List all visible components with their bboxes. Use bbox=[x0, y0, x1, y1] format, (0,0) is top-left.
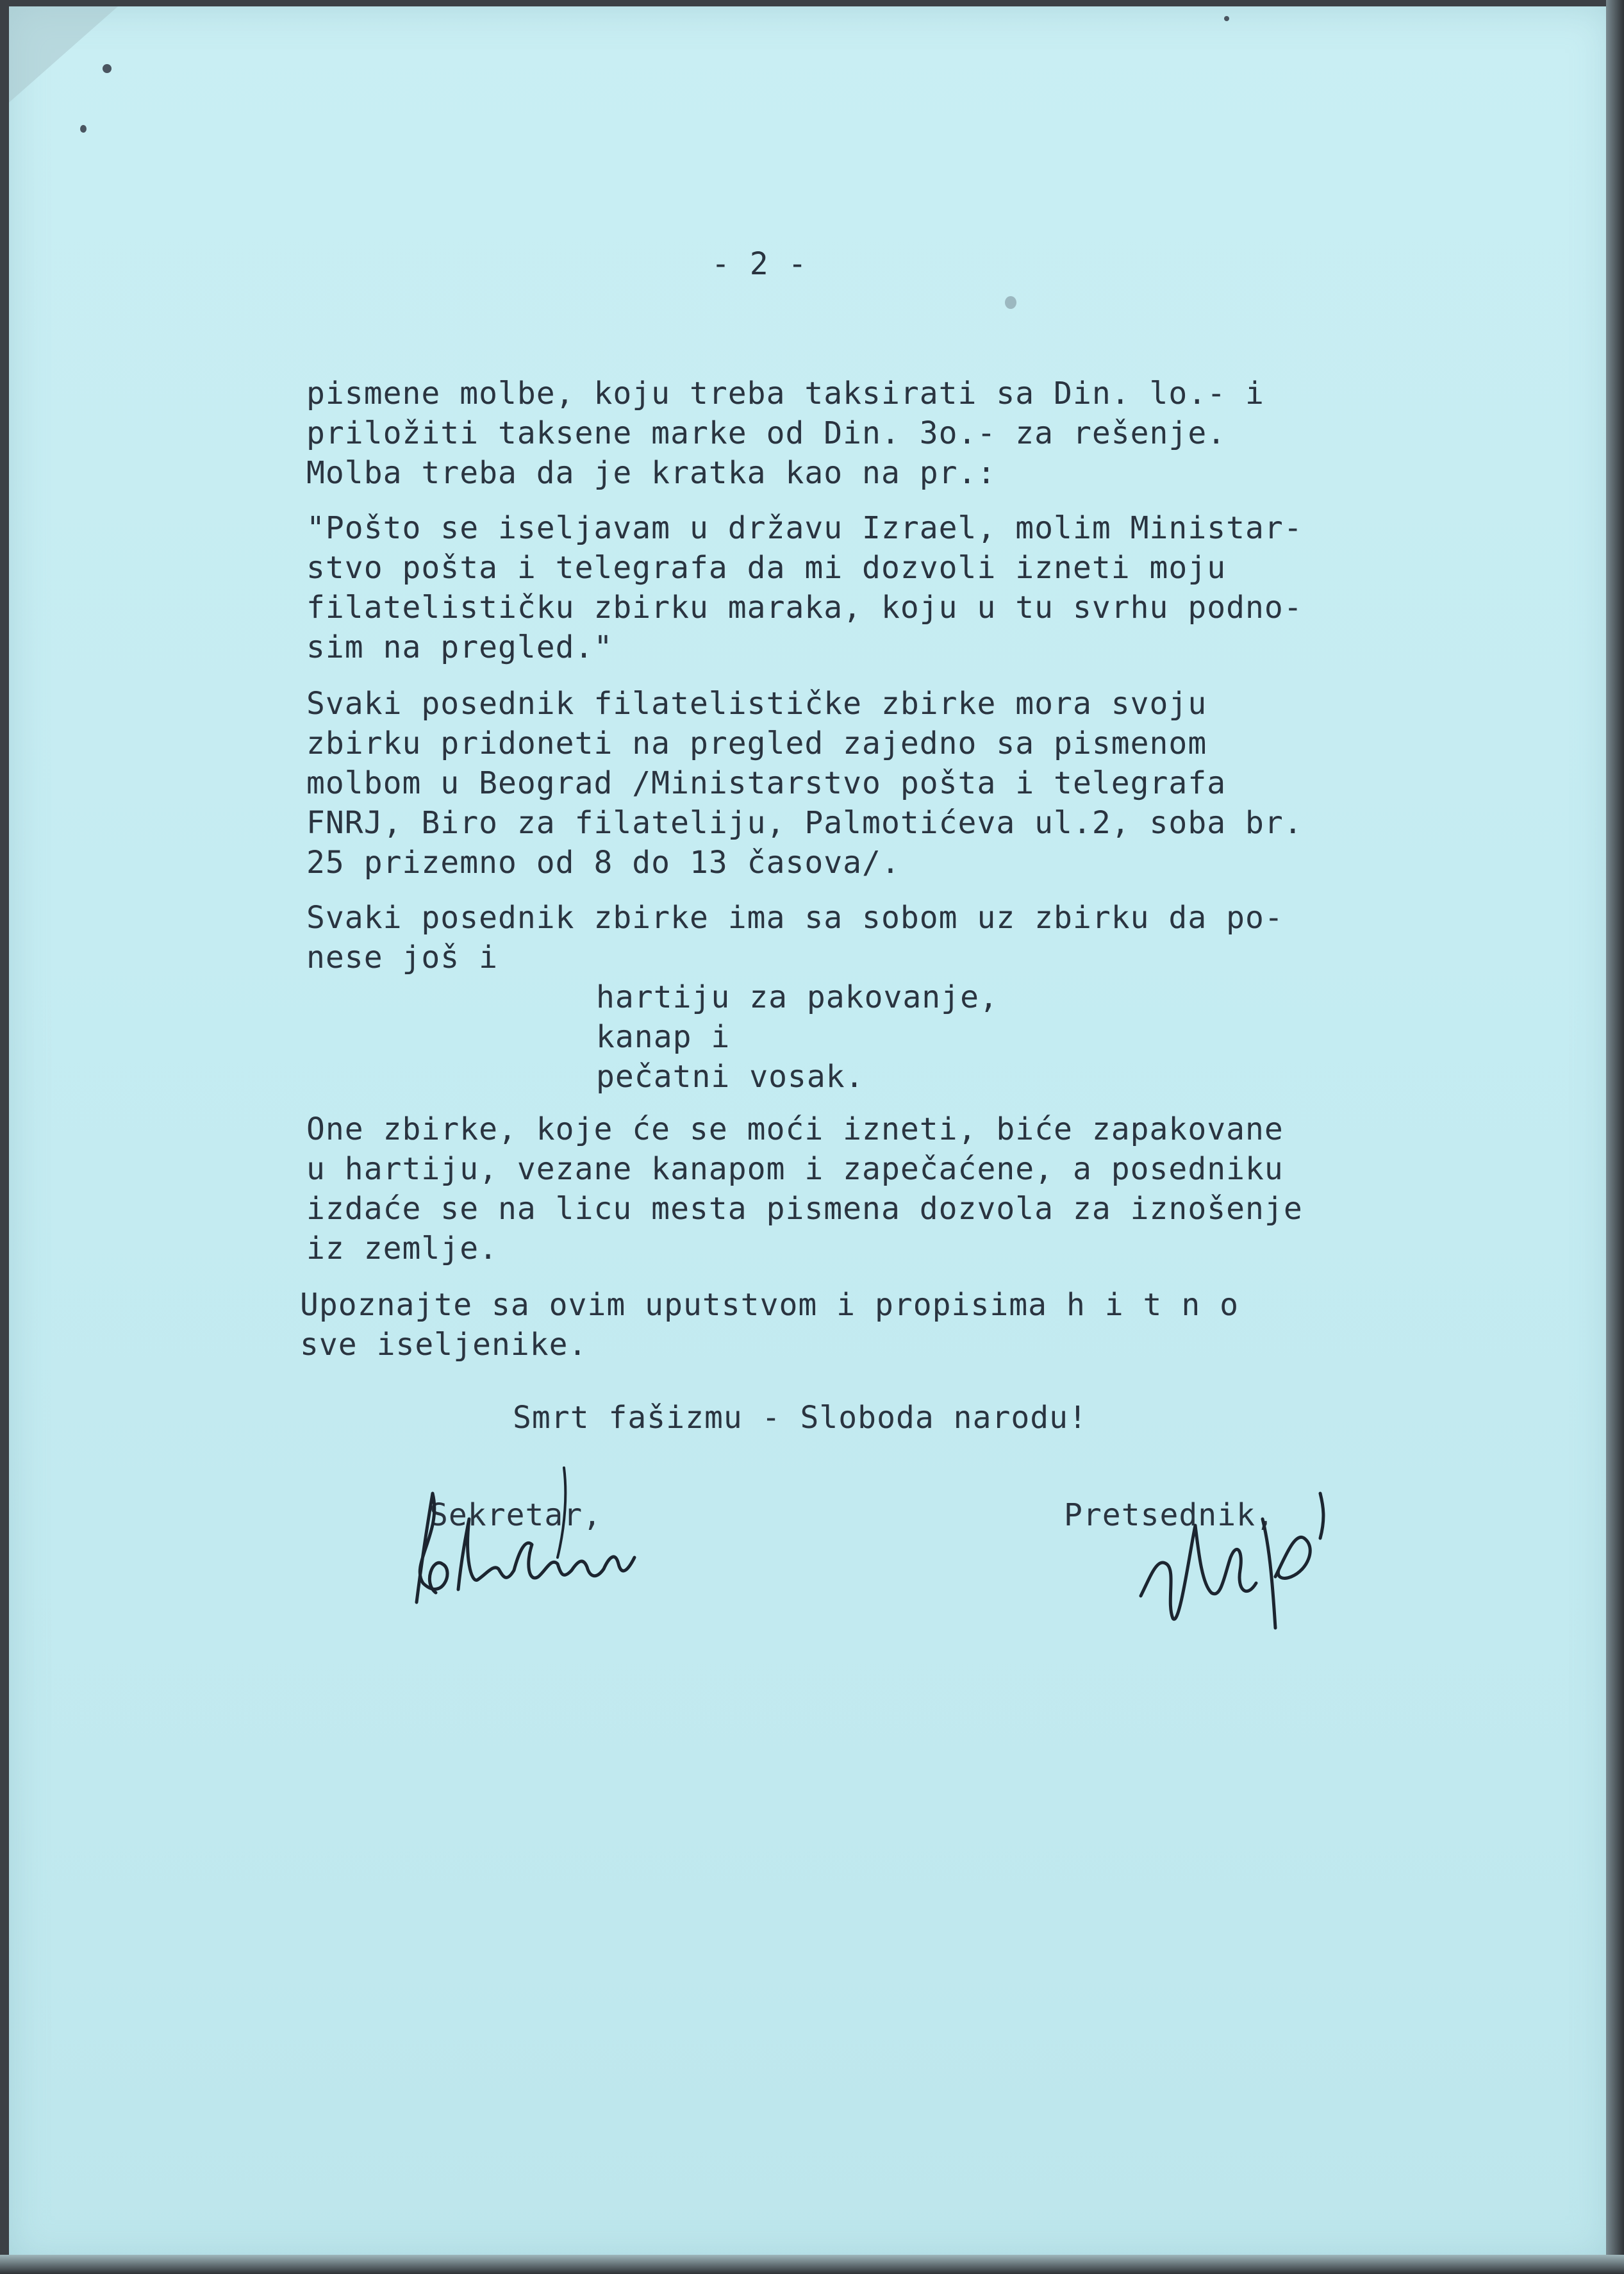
scan-edge-bottom bbox=[0, 2255, 1624, 2274]
text-line: One zbirke, koje će se moći izneti, biće zapakovane bbox=[306, 1111, 1284, 1147]
text-line: iz zemlje. bbox=[306, 1231, 498, 1266]
scan-speck bbox=[103, 64, 112, 73]
president-title: Pretsednik, bbox=[1064, 1497, 1275, 1533]
closing-salutation: Smrt fašizmu - Sloboda narodu! bbox=[513, 1400, 1088, 1436]
text-line: izdaće se na licu mesta pismena dozvola za iznošenje bbox=[306, 1191, 1303, 1227]
text-line: pismene molbe, koju treba taksirati sa Din. lo.- i bbox=[306, 376, 1264, 411]
text-line: FNRJ, Biro za filateliju, Palmotićeva ul.2, soba br. bbox=[306, 805, 1303, 841]
text-line: Svaki posednik zbirke ima sa sobom uz zbirku da po- bbox=[306, 900, 1284, 936]
text-line: u hartiju, vezane kanapom i zapečaćene, a posedniku bbox=[306, 1151, 1284, 1187]
text-line: Svaki posednik filatelističke zbirke mora svoju bbox=[306, 686, 1207, 722]
text-line: Molba treba da je kratka kao na pr.: bbox=[306, 455, 997, 491]
text-line: 25 prizemno od 8 do 13 časova/. bbox=[306, 845, 900, 881]
scan-speck bbox=[1224, 16, 1229, 21]
text-line: zbirku pridoneti na pregled zajedno sa pismenom bbox=[306, 726, 1207, 761]
text-line: nese još i bbox=[306, 940, 498, 975]
list-item: pečatni vosak. bbox=[596, 1059, 865, 1095]
text-line: molbom u Beograd /Ministarstvo pošta i telegrafa bbox=[306, 765, 1227, 801]
text-line: "Pošto se iseljavam u državu Izrael, molim Ministar- bbox=[306, 510, 1303, 546]
scan-speck bbox=[1005, 296, 1016, 309]
text-line: filatelističku zbirku maraka, koju u tu svrhu podno- bbox=[306, 590, 1303, 626]
scan-speck bbox=[80, 125, 87, 133]
list-item: kanap i bbox=[596, 1019, 731, 1055]
text-line: Upoznajte sa ovim uputstvom i propisima h i t n o bbox=[300, 1287, 1239, 1323]
list-item: hartiju za pakovanje, bbox=[596, 979, 998, 1015]
president-signature bbox=[1128, 1481, 1346, 1641]
text-line: sim na pregled." bbox=[306, 629, 613, 665]
secretary-title: Sekretar, bbox=[429, 1497, 602, 1533]
scan-edge-right bbox=[1606, 0, 1624, 2274]
text-line: priložiti taksene marke od Din. 3o.- za rešenje. bbox=[306, 415, 1227, 451]
secretary-signature bbox=[397, 1455, 654, 1622]
text-line: sve iseljenike. bbox=[300, 1327, 588, 1363]
folded-corner bbox=[9, 6, 118, 103]
text-line: stvo pošta i telegrafa da mi dozvoli izneti moju bbox=[306, 550, 1227, 586]
page-number: - 2 - bbox=[711, 246, 808, 282]
